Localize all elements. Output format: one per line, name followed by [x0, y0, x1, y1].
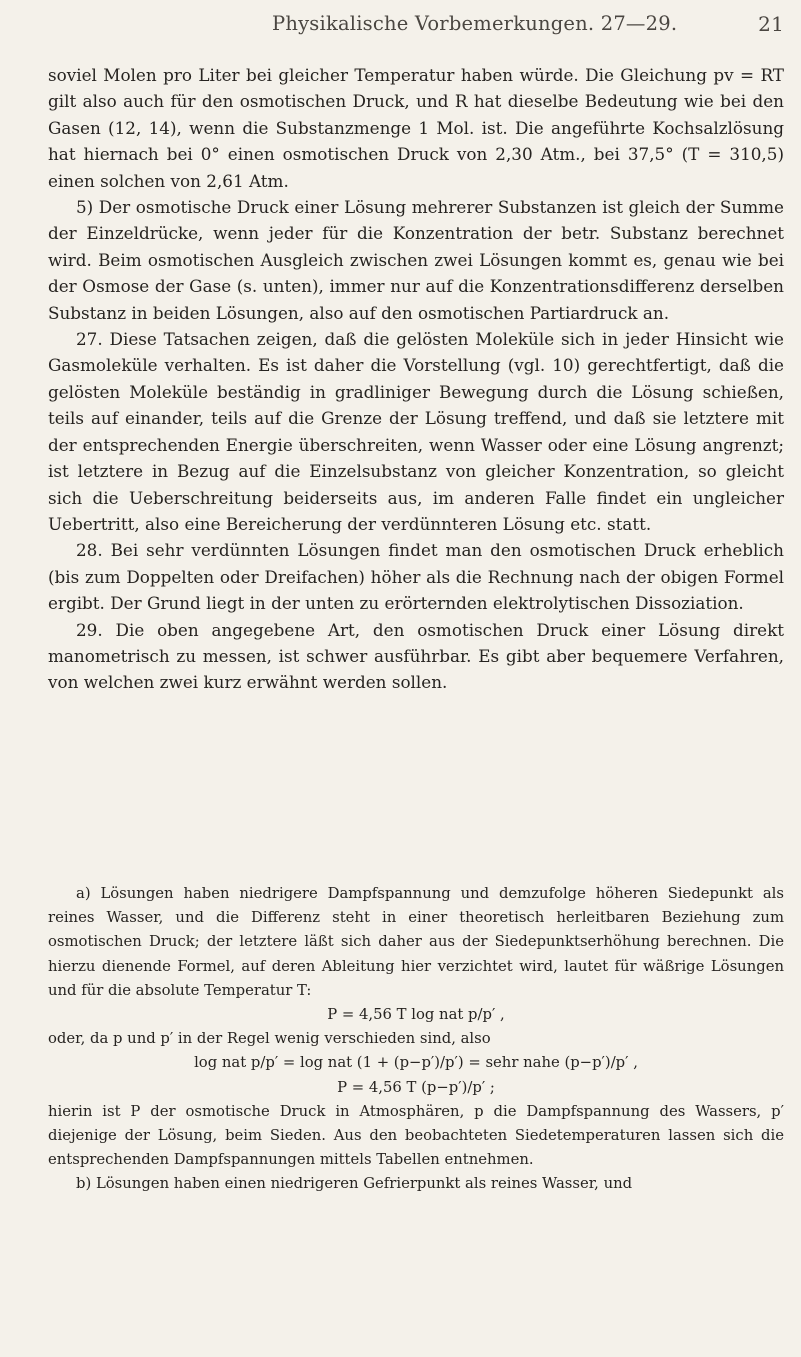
formula-intro-text: oder, da p und p′ in der Regel wenig verschieden sind, also	[48, 1030, 491, 1048]
formula-explanation: hierin ist P der osmotische Druck in Atmosphären, p die Dampfspannung des Wassers, p′ diejenige der Lösung, beim Sieden. Aus den beobachteten Siedetemperaturen lassen sich die entsprechenden Dampfspannungen mittels Tabellen entnehmen.	[48, 1102, 784, 1169]
header-title: Physikalische Vorbemerkungen. 27—29.	[272, 12, 678, 35]
paragraph-27: 27. Diese Tatsachen zeigen, daß die gelösten Moleküle sich in jeder Hinsicht wie Gasmoleküle verhalten. Es ist daher die Vorstellung (vgl. 10) gerechtfertigt, daß die gelösten Moleküle beständig in gradliniger Bewegung durch die Lösung schießen, teils auf einander, teils auf die Grenze der Lösung treffend, und daß sie letztere mit der entsprechenden Energie überschreiten, wenn Wasser oder eine Lösung angrenzt; ist letztere in Bezug auf die Einzelsubstanz von gleicher Konzentration, so gleicht sich die Ueberschreitung beiderseits aus, im anderen Falle findet ein ungleicher Uebertritt, also eine Bereicherung der verdünnteren Lösung etc. statt.	[48, 329, 784, 534]
paragraph-5: 5) Der osmotische Druck einer Lösung mehrerer Substanzen ist gleich der Summe der Einzeldrücke, wenn jeder für die Konzentration der betr. Substanz berechnet wird. Beim osmotischen Ausgleich zwischen zwei Lösungen kommt es, genau wie bei der Osmose der Gase (s. unten), immer nur auf die Konzentrationsdifferenz derselben Substanz in beiden Lösungen, also auf den osmotischen Partiardruck an.	[48, 197, 784, 323]
method-b-paragraph: b) Lösungen haben einen niedrigeren Gefrierpunkt als reines Wasser, und	[76, 1175, 633, 1193]
page-number: 21	[758, 12, 784, 36]
paragraph-28: 28. Bei sehr verdünnten Lösungen findet man den osmotischen Druck erheblich (bis zum Doppelten oder Dreifachen) höher als die Rechnung nach der obigen Formel ergibt. Der Grund liegt in der unten zu erörternden elektrolytischen Dissoziation.	[48, 540, 784, 614]
paragraph-continuation: soviel Molen pro Liter bei gleicher Temperatur haben würde. Die Gleichung pv = RT gilt also auch für den osmotischen Druck, und R hat dieselbe Bedeutung wie bei den Gasen (12, 14), wenn die Substanzmenge 1 Mol. ist. Die angeführte Kochsalzlösung hat hiernach bei 0° einen osmotischen Druck von 2,30 Atm., bei 37,5° (T = 310,5) einen solchen von 2,61 Atm.	[48, 65, 784, 191]
formula-2: log nat p/p′ = log nat (1 + (p−p′)/p′) = sehr nahe (p−p′)/p′ ,	[194, 1054, 638, 1072]
method-a-paragraph: a) Lösungen haben niedrigere Dampfspannung und demzufolge höheren Siedepunkt als reines Wasser, und die Differenz steht in einer theoretisch herleitbaren Beziehung zum osmotischen Druck; der letztere läßt sich daher aus der Siedepunktserhöhung berechnen. Die hierzu dienende Formel, auf deren Ableitung hier verzichtet wird, lautet für wäßrige Lösungen und für die absolute Temperatur T:	[48, 885, 784, 999]
formula-3: P = 4,56 T (p−p′)/p′ ;	[337, 1078, 495, 1096]
paragraph-29: 29. Die oben angegebene Art, den osmotischen Druck einer Lösung direkt manometrisch zu messen, ist schwer ausführbar. Es gibt aber bequemere Verfahren, von welchen zwei kurz erwähnt werden sollen.	[48, 619, 784, 693]
main-text	[48, 62, 784, 696]
formula-1: P = 4,56 T log nat p/p′ ,	[327, 1006, 505, 1024]
small-print-section	[48, 882, 784, 1197]
